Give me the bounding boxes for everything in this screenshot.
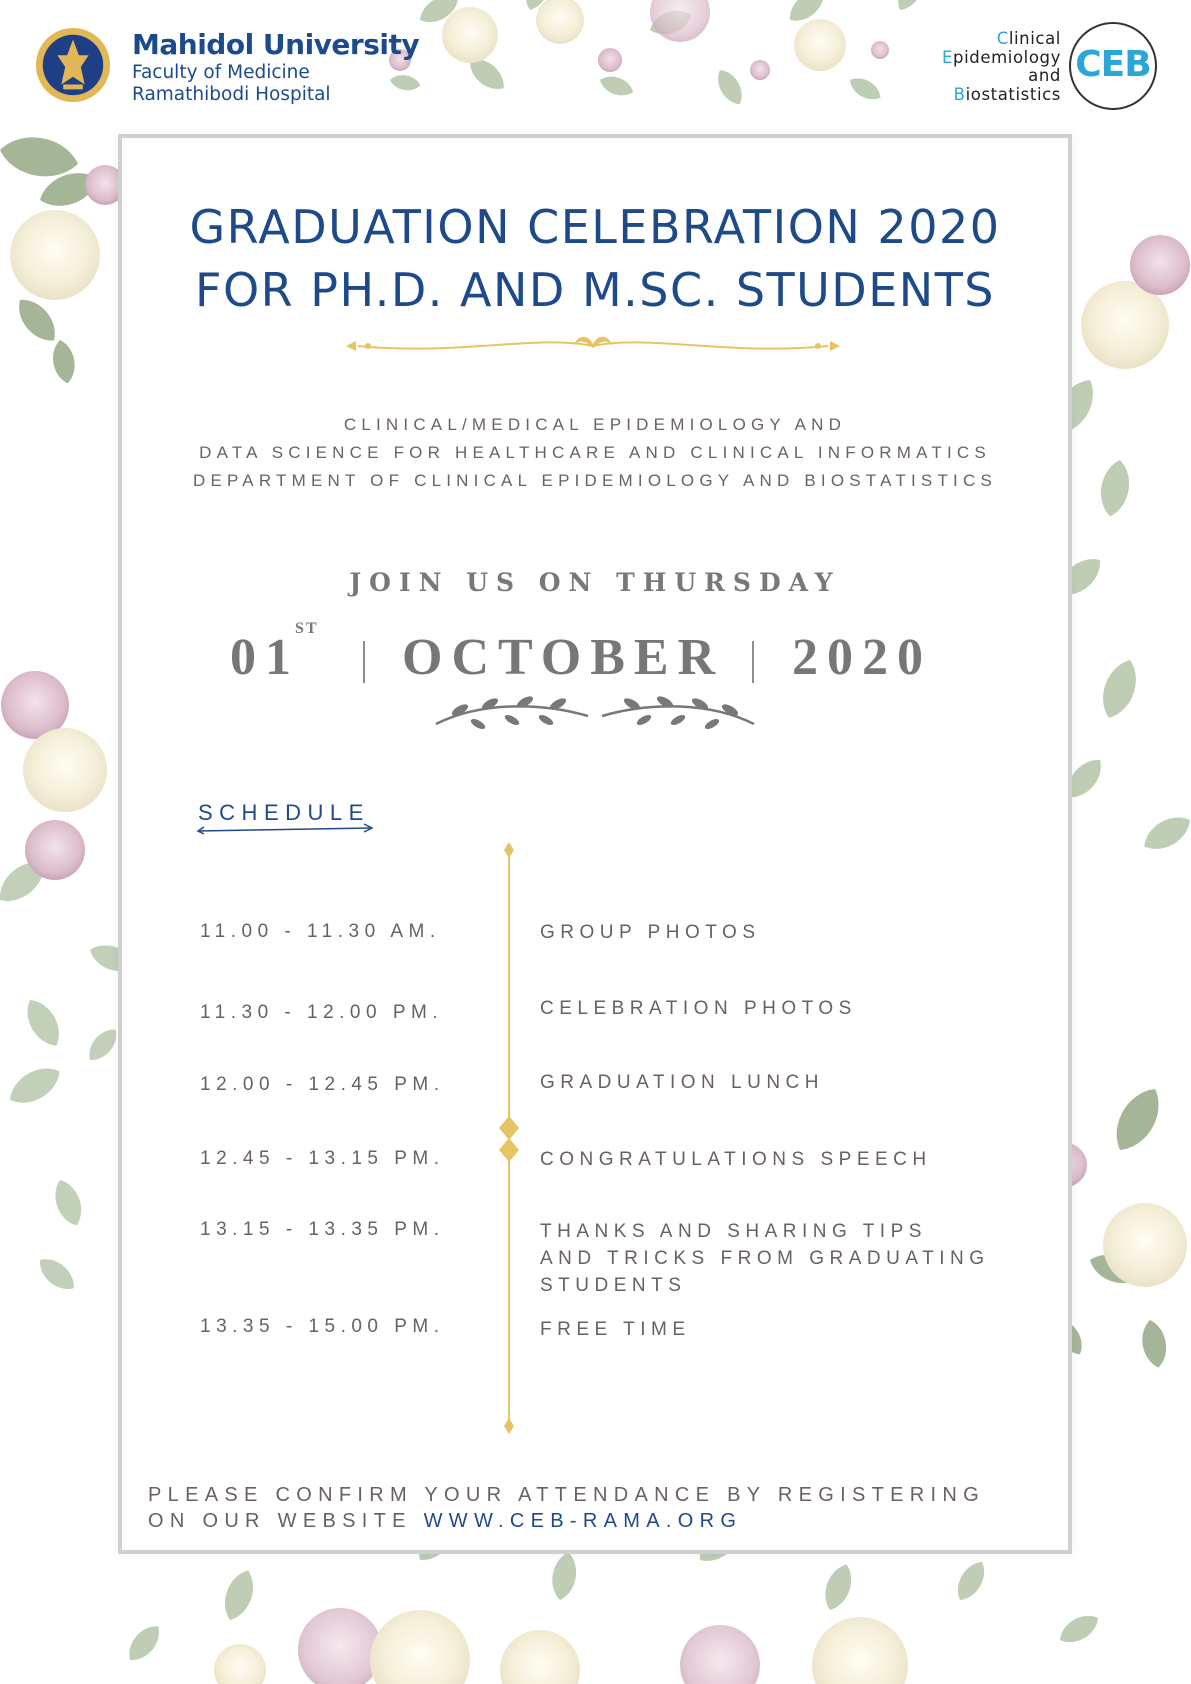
department-line: DEPARTMENT OF CLINICAL EPIDEMIOLOGY AND BIOSTATISTICS xyxy=(193,471,997,490)
logo-line-2: Epidemiology xyxy=(942,47,1061,67)
schedule-activity: GROUP PHOTOS xyxy=(540,922,761,943)
website-link[interactable]: WWW.CEB-RAMA.ORG xyxy=(423,1510,743,1532)
hospital-name: Ramathibodi Hospital xyxy=(132,84,331,105)
university-seal-icon xyxy=(34,26,112,104)
ornament-divider-icon xyxy=(338,326,848,366)
timeline-icon xyxy=(490,842,528,1434)
logo-line-4: Biostatistics xyxy=(953,84,1061,104)
program-line-1: CLINICAL/MEDICAL EPIDEMIOLOGY AND xyxy=(343,415,847,434)
schedule-time: 11.00 - 11.30 AM. xyxy=(200,921,441,942)
schedule-time: 12.00 - 12.45 PM. xyxy=(200,1074,445,1095)
schedule-activity: GRADUATION LUNCH xyxy=(540,1072,824,1093)
date-separator xyxy=(363,641,365,683)
schedule-time: 13.15 - 13.35 PM. xyxy=(200,1219,445,1240)
faculty-name: Faculty of Medicine xyxy=(132,62,310,83)
department-logo-text xyxy=(942,30,1061,104)
event-day: 01 xyxy=(230,629,300,686)
schedule-time: 13.35 - 15.00 PM. xyxy=(200,1316,445,1337)
ceb-logo-mark: CEB xyxy=(1075,44,1151,85)
schedule-activity: CONGRATULATIONS SPEECH xyxy=(540,1149,932,1170)
schedule-activity: THANKS AND SHARING TIPS AND TRICKS FROM GRADUATING STUDENTS xyxy=(540,1221,990,1296)
schedule-activity: FREE TIME xyxy=(540,1319,691,1340)
registration-line-2: ON OUR WEBSITE WWW.CEB-RAMA.ORG xyxy=(148,1510,743,1532)
laurel-icon xyxy=(430,690,760,732)
event-day-suffix: ST xyxy=(295,620,319,637)
registration-note xyxy=(148,1482,985,1534)
schedule-heading: SCHEDULE xyxy=(198,800,370,825)
schedule-time: 12.45 - 13.15 PM. xyxy=(200,1148,445,1169)
registration-line-1: PLEASE CONFIRM YOUR ATTENDANCE BY REGISTERING xyxy=(148,1484,985,1506)
event-title-line-1: GRADUATION CELEBRATION 2020 xyxy=(189,200,1001,254)
university-name-block xyxy=(132,28,419,106)
date-separator xyxy=(752,641,754,683)
schedule-time: 11.30 - 12.00 PM. xyxy=(200,1002,444,1023)
schedule-activity: CELEBRATION PHOTOS xyxy=(540,998,857,1019)
logo-line-1: Clinical xyxy=(996,29,1061,48)
ceb-logo-icon xyxy=(1069,22,1157,110)
event-year: 2020 xyxy=(792,629,932,686)
event-month: OCTOBER xyxy=(402,629,725,686)
join-us-text: JOIN US ON THURSDAY xyxy=(349,568,841,597)
program-line-2: DATA SCIENCE FOR HEALTHCARE AND CLINICAL INFORMATICS xyxy=(199,443,991,462)
university-name: Mahidol University xyxy=(132,28,420,61)
event-title-line-2: FOR PH.D. AND M.SC. STUDENTS xyxy=(194,263,995,317)
schedule-underline xyxy=(196,822,376,836)
logo-line-3: and xyxy=(1028,66,1061,85)
